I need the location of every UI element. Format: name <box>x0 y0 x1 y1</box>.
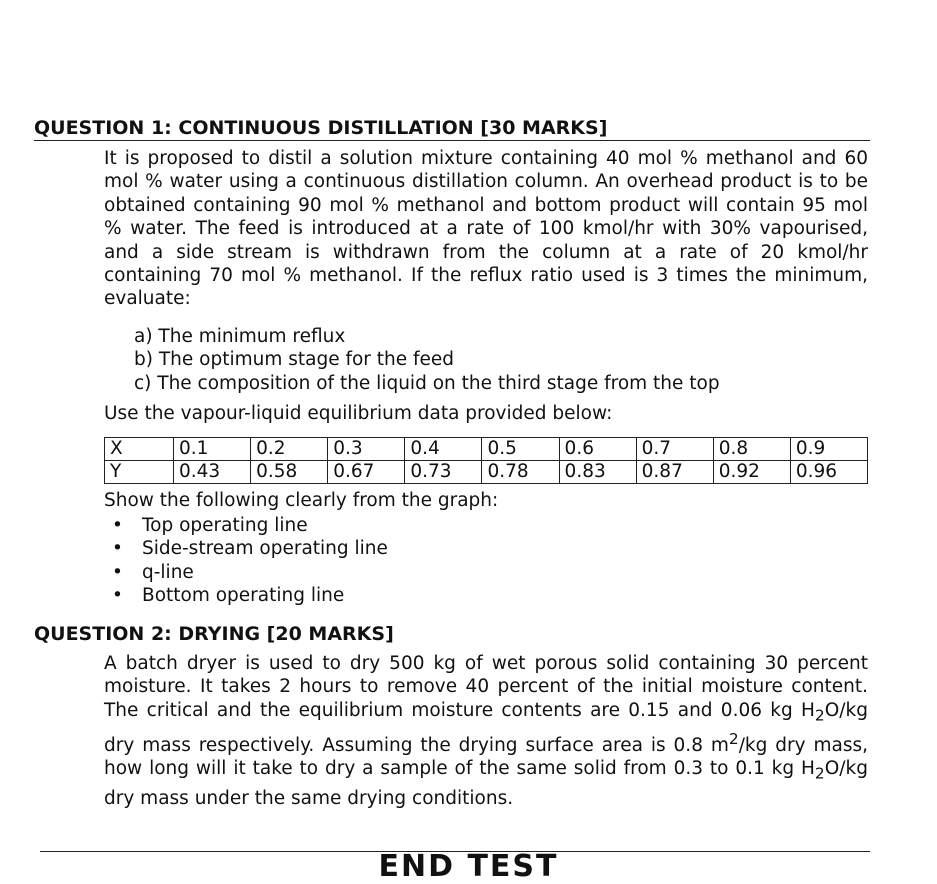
table-cell: 0.73 <box>405 461 482 484</box>
row-label-x: X <box>105 438 174 461</box>
question-1-heading: QUESTION 1: CONTINUOUS DISTILLATION [30 MARKS] <box>34 116 870 141</box>
table-cell: 0.7 <box>636 438 713 461</box>
row-label-y: Y <box>105 461 174 484</box>
list-item <box>112 561 388 584</box>
list-item-text: q-line <box>142 561 194 583</box>
list-item-text: Bottom operating line <box>142 585 345 607</box>
question-1-subparts <box>134 325 720 395</box>
vle-intro-text: Use the vapour-liquid equilibrium data provided below: <box>104 403 613 424</box>
table-cell: 0.3 <box>328 438 405 461</box>
table-cell: 0.9 <box>790 438 867 461</box>
table-cell: 0.1 <box>174 438 251 461</box>
bullet-icon: • <box>112 515 123 536</box>
list-item-text: Top operating line <box>142 515 308 536</box>
table-cell: 0.2 <box>251 438 328 461</box>
table-cell: 0.67 <box>328 461 405 484</box>
end-test-label: END TEST <box>378 849 559 884</box>
subpart-a: a) The minimum reflux <box>134 326 346 347</box>
bullet-icon: • <box>112 585 123 607</box>
table-cell: 0.43 <box>174 461 251 484</box>
list-item <box>112 537 388 560</box>
table-cell: 0.92 <box>713 461 790 484</box>
q2-text-part: O/kg dry mass respectively. Assuming the drying surface area is 0.8 m <box>104 699 868 757</box>
subscript: 2 <box>814 706 825 725</box>
table-row-y <box>105 461 868 484</box>
table-cell: 0.78 <box>482 461 559 484</box>
table-cell: 0.5 <box>482 438 559 461</box>
question-1-body: It is proposed to distil a solution mixture containing 40 mol % methanol and 60 mol % water using a continuous distillation column. An overhead product is to be obtained containing 90 mol % methanol and bottom product will contain 95 mol % water. The feed is introduced at a rate of 100 kmol/hr with 30% vapourised, and a side stream is withdrawn from the column at a rate of 20 kmol/hr containing 70 mol % methanol. If the reflux ratio used is 3 times the minimum, evaluate: <box>104 148 868 310</box>
table-cell: 0.6 <box>559 438 636 461</box>
list-item <box>112 584 388 607</box>
list-item <box>112 514 388 537</box>
vle-data-table <box>104 437 868 484</box>
question-2-body <box>104 652 868 810</box>
question-2-heading: QUESTION 2: DRYING [20 MARKS] <box>34 623 394 645</box>
list-item-text: Side-stream operating line <box>142 538 388 560</box>
bullet-icon: • <box>112 538 123 560</box>
graph-requirements-list <box>112 514 388 608</box>
table-cell: 0.58 <box>251 461 328 484</box>
table-cell: 0.83 <box>559 461 636 484</box>
subscript: 2 <box>814 765 825 784</box>
bullet-icon: • <box>112 561 123 583</box>
table-cell: 0.4 <box>405 438 482 461</box>
q2-text-part: /kg dry mass, how long will it take to dry a sample of the same solid from 0.3 to 0.1 kg H <box>104 735 869 780</box>
graph-intro-text: Show the following clearly from the graph: <box>104 490 499 511</box>
subpart-c: c) The composition of the liquid on the third stage from the top <box>134 372 720 394</box>
q2-text-part: O/kg dry mass under the same drying conditions. <box>104 758 868 809</box>
superscript: 2 <box>728 729 739 748</box>
table-cell: 0.87 <box>636 461 713 484</box>
table-row-x <box>105 438 868 461</box>
table-cell: 0.8 <box>713 438 790 461</box>
subpart-b: b) The optimum stage for the feed <box>134 349 455 371</box>
table-cell: 0.96 <box>790 461 867 484</box>
q2-text-part: A batch dryer is used to dry 500 kg of wet porous solid containing 30 percent moisture. It takes 2 hours to remove 40 percent of the initial moisture content. The critical and the equilibrium moisture contents are 0.15 and 0.06 kg H <box>104 653 868 721</box>
